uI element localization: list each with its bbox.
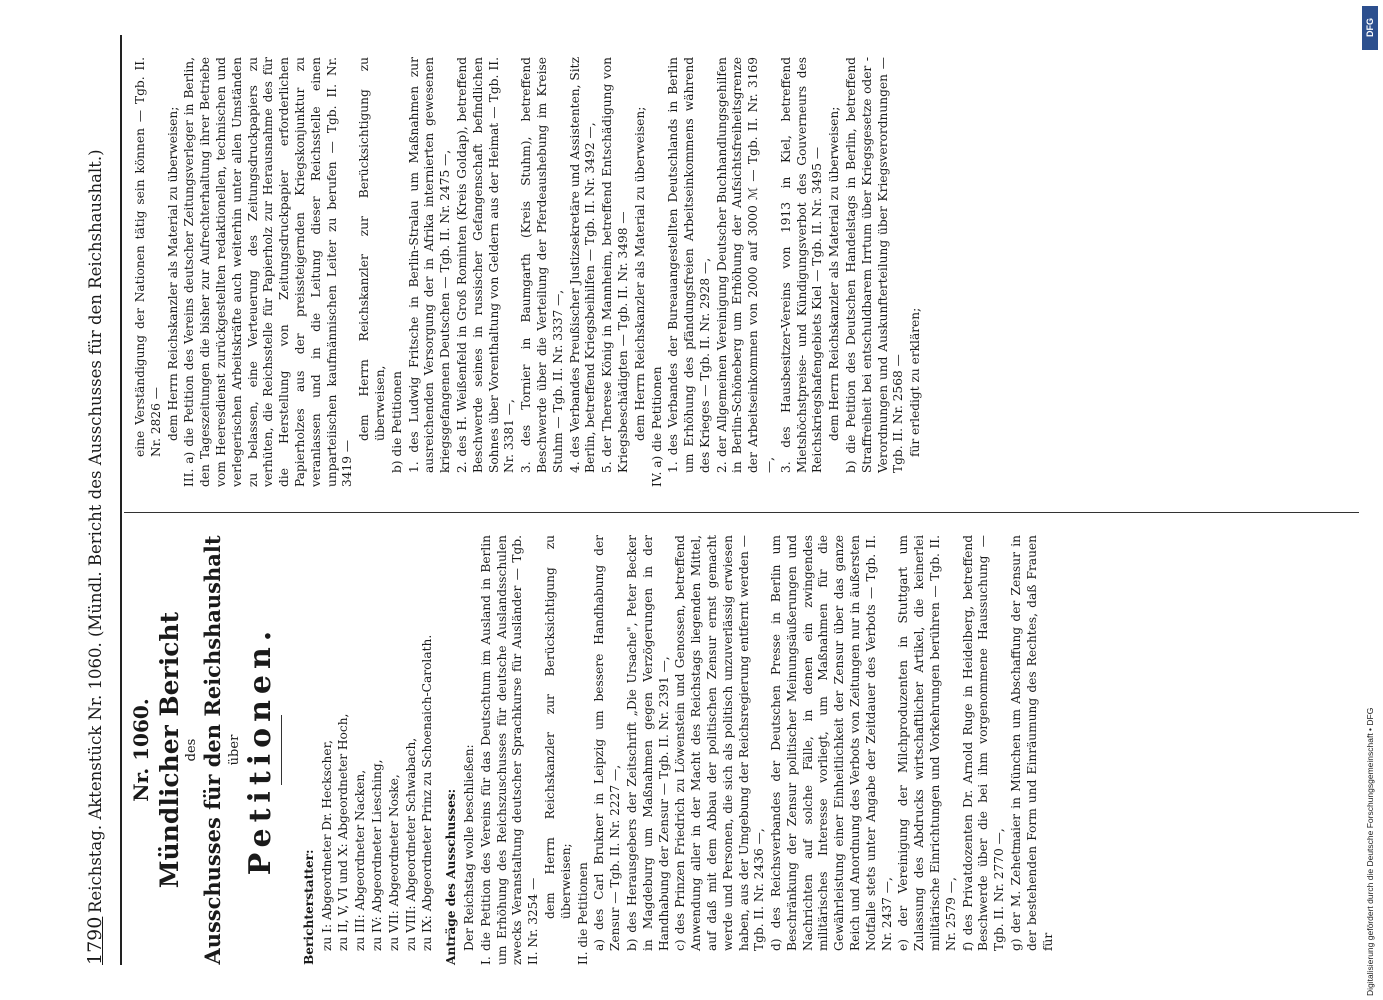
petition-entry: 4. des Verbandes Preußischer Justizsekretäre und Assistenten, Sitz Berlin, betreffend Kriegsbeihilfen — Tgb. II. Nr. 3492 —, (567, 57, 598, 473)
motion-iii-a: III. a) die Petition des Vereins deutscher Zeitungsverleger in Berlin, den Tageszeitungen die bisher zur Aufrechterhaltung ihrer Betriebe vom Heeresdienst zurückgestellten redaktionellen, technischen und verlegerischen Arbeitskräfte auch weiterhin unter allen Umständen zu belassen, eine Verteuerung des Zeitungsdruckpapiers zu verhüten, die Reichsstelle für Papierholz zur Herausnahme des für die Herstellung von Zeitungsdruckpapier erforderlichen Papierholzes aus der preissteigernden Kriegskonjunktur zu veranlassen und in die Leitung dieser Reichsstelle einen unparteiischen kaufmännischen Leiter zu berufen — Tgb. II. Nr. 3419 — (182, 57, 355, 487)
title-separator (281, 715, 282, 785)
petition-entry: g) der M. Zehetmaier in München um Abschaffung der Zensur in der bestehenden Form und Einräumung des Rechtes, daß Frauen für (1009, 535, 1055, 951)
page-header (80, 35, 116, 965)
petition-entry: 2. der Allgemeinen Vereinigung Deutscher Buchhandlungsgehilfen in Berlin-Schöneberg um Erhöhung der Aufsichtsfreiheitsgrenze der Arbeitseinkommen von 2000 auf 3000 ℳ — Tgb. II. Nr. 3169 —, (714, 57, 777, 473)
petition-entry: 3. des Hausbesitzer-Vereins von 1913 in Kiel, betreffend Mietshöchstpreise- und Kündigungsverbot des Gouverneurs des Reichskriegshafengebiets Kiel — Tgb. II. Nr. 3495 — (778, 57, 825, 473)
petition-entry: 5. der Therese König in Mannheim, betreffend Entschädigung von Kriegsbeschädigten — Tgb. II. Nr. 3498 — (600, 57, 630, 473)
left-column (129, 535, 1057, 965)
header-rule (120, 35, 122, 965)
digitization-sidebar (1362, 6, 1382, 996)
reporter-line: zu IX: Abgeordneter Prinz zu Schoenaich-Carolath. (420, 634, 435, 951)
reporters-heading: Berichterstatter: (301, 849, 316, 965)
motions-intro: Der Reichstag wolle beschließen: (461, 744, 476, 951)
motion-iv-b-close: für erledigt zu erklären; (908, 307, 923, 457)
rotated-document (80, 35, 1360, 965)
petition-entry: 1. des Verbandes der Bureauangestellten Deutschlands in Berlin um Erhöhung des pfändungsfreien Arbeitseinkommens während des Krieges — Tgb. II. Nr. 2928 —, (666, 57, 712, 473)
des-word: des (183, 738, 199, 762)
reporter-line: zu VIII: Abgeordneter Schwabach, (403, 737, 418, 951)
motions-heading: Anträge des Ausschusses: (444, 788, 459, 965)
document-number: Nr. 1060. (129, 698, 153, 802)
digitization-credit: Digitalisierung gefördert durch die Deutsche Forschungsgemeinschaft • DFG (1365, 707, 1375, 996)
petition-entry: a) des Carl Brukner in Leipzig um bessere Handhabung der Zensur — Tgb. II. Nr. 2227 —, (592, 535, 623, 951)
petition-entry: 1. des Ludwig Fritsche in Berlin-Stralau um Maßnahmen zur ausreichenden Versorgung der in Afrika internierten gewesenen kriegsgefangenen Deutschen — Tgb. II. Nr. 2475 —, (406, 57, 453, 473)
motion-i-close: dem Herrn Reichskanzler zur Berücksichtigung zu überweisen; (542, 535, 573, 919)
committee-title: Ausschusses für den Reichshaushalt (200, 535, 226, 965)
motion-iii-b-head: b) die Petitionen (389, 371, 404, 473)
motion-ii-head: II. die Petitionen (575, 862, 590, 965)
reporter-line: zu III: Abgeordneter Nacken, (353, 769, 368, 951)
reporter-line: zu VII: Abgeordneter Noske, (386, 774, 401, 951)
continuation-text: eine Verständigung der Nationen tätig sein können — Tgb. II. Nr. 2826 — (133, 57, 163, 457)
dfg-logo: DFG (1362, 6, 1378, 50)
motion-iii-a-close: dem Herrn Reichskanzler zur Berücksichtigung zu überweisen, (357, 57, 387, 441)
petitions-title: Petitionen. (242, 624, 278, 876)
petition-entry: d) des Reichsverbandes der Deutschen Presse in Berlin um Beschränkung der Zensur politischer Meinungsäußerungen und Nachrichten auf solche Fälle, in denen ein zwingendes militärisches Interesse vorliegt, um Maßnahmen für die Gewährleistung einer Einheitlichkeit der Zensur über das ganze Reich und Anordnung des Verbots von Zeitungen nur in äußersten Notfalle stets unter Angabe der Zeitdauer des Verbots — Tgb. II. Nr. 2437 —, (769, 535, 894, 951)
motion-iv-a-list (666, 57, 826, 487)
petition-entry: c) des Prinzen Friedrich zu Löwenstein und Genossen, betreffend Anwendung aller in der Macht des Reichstags liegenden Mittel, auf daß mit dem Abbau der politischen Zensur ernst gemacht werde und Personen, die sich als politisch unzuverlässig erwiesen haben, aus der Umgebung der Reichsregierung entfernt werden — Tgb. II. Nr. 2436 —, (673, 535, 767, 951)
continuation-close: dem Herrn Reichskanzler als Material zu überweisen; (165, 106, 180, 441)
motion-i: I. die Petition des Vereins für das Deutschtum im Ausland in Berlin um Erhöhung des Reichszuschusses für deutsche Auslandsschulen zwecks Veranstaltung deutscher Sprachkurse für Ausländer — Tgb. II. Nr. 3254 — (478, 535, 541, 965)
running-title: Reichstag. Aktenstück Nr. 1060. (Mündl. Bericht des Ausschusses für den Reichshaushalt.) (86, 149, 105, 913)
reporter-line: zu II, V, VI und X: Abgeordneter Hoch, (336, 713, 351, 951)
motion-ii-list (592, 535, 1056, 965)
motion-iii-b-close: dem Herrn Reichskanzler als Material zu überweisen; (632, 106, 647, 441)
right-column (132, 57, 925, 487)
motion-iv-b: b) die Petition des Deutschen Handelstags in Berlin, betreffend Straffreiheit bei entschuldbarem Irrtum über Kriegsgesetze oder -Verordnungen und Auskunfterteilung über Kriegsverordnungen — Tgb. II. Nr. 2568 — (844, 57, 906, 473)
reporter-line: zu I: Abgeordneter Dr. Heckscher, (319, 740, 334, 951)
page-number: 1790 (84, 916, 106, 965)
motion-iii-b-list (407, 57, 632, 487)
ueber-word: über (227, 734, 243, 766)
petition-entry: 2. des H. Weißenfeld in Groß Rominten (Kreis Goldap), betreffend Beschwerde seines in russischer Gefangenschaft befindlichen Sohnes über Vorenthaltung von Geldern aus der Heimat — Tgb. II. Nr. 3381 —, (454, 57, 517, 473)
reporter-line: zu IV: Abgeordneter Liesching, (369, 759, 384, 951)
petition-entry: e) der Vereinigung der Milchproduzenten in Stuttgart um Zulassung des Abdrucks wirtschaftlicher Artikel, die keinerlei militärische Einrichtungen und Vorkehrungen berühren — Tgb. II. Nr. 2579 —, (896, 535, 958, 951)
reporters-list (320, 535, 437, 965)
petition-entry: 3. des Tornier in Baumgarth (Kreis Stuhm), betreffend Beschwerde über die Verteilung der Pferdeaushebung im Kreise Stuhm — Tgb. II. Nr. 3337 —, (519, 57, 565, 473)
column-divider (124, 512, 1359, 513)
motion-iv-a-close: dem Herrn Reichskanzler als Material zu überweisen; (827, 106, 842, 441)
report-title: Mündlicher Bericht (154, 611, 184, 889)
petition-entry: f) des Privatdozenten Dr. Arnold Ruge in Heidelberg, betreffend Beschwerde über die bei ihm vorgenommene Haussuchung — Tgb. II. Nr. 2770 —, (960, 535, 1007, 951)
petition-entry: b) des Herausgebers der Zeitschrift „Die Ursache", Peter Becker in Magdeburg um Maßnahmen gegen Verzögerungen in der Handhabung der Zensur — Tgb. II. Nr. 2391 —, (624, 535, 671, 951)
motion-iv-a-head: IV. a) die Petitionen (649, 366, 664, 487)
